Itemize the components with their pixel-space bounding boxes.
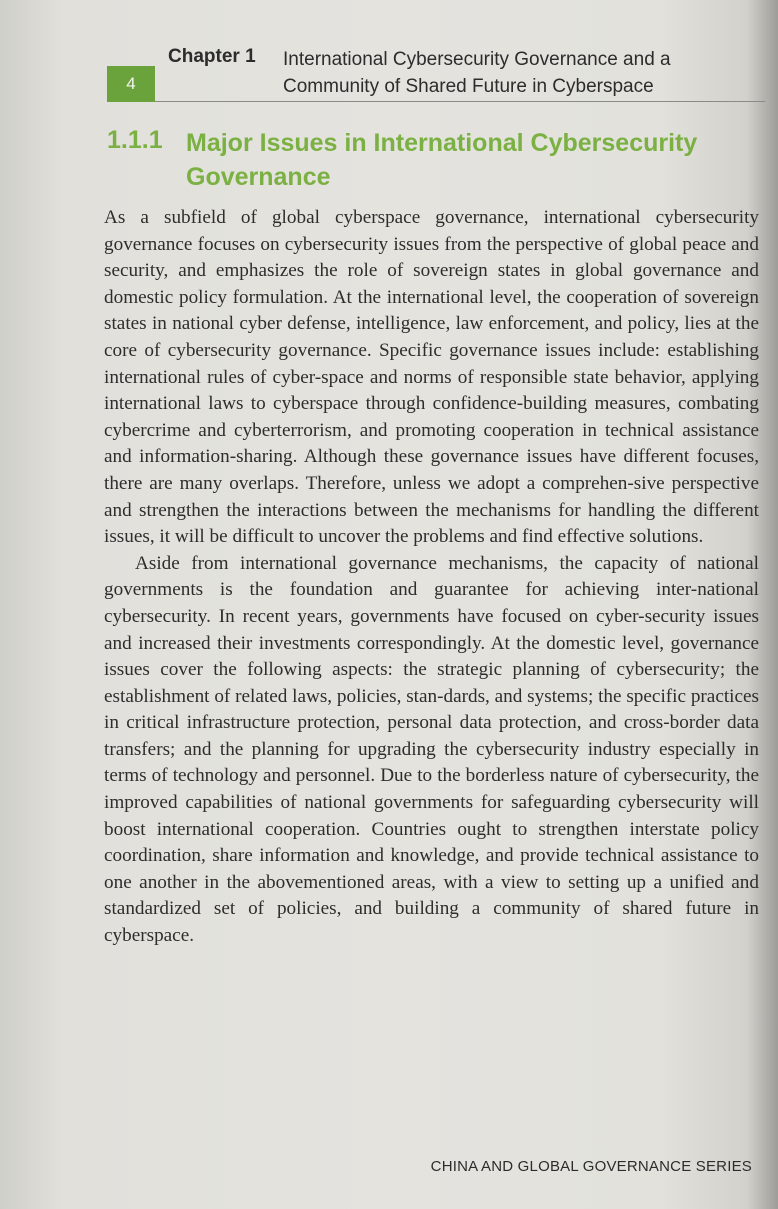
chapter-label: Chapter 1 bbox=[168, 46, 256, 67]
series-footer: CHINA AND GLOBAL GOVERNANCE SERIES bbox=[430, 1158, 752, 1175]
header-rule bbox=[155, 101, 765, 102]
body-text bbox=[104, 205, 759, 950]
chapter-title: International Cybersecurity Governance and a Community of Shared Future in Cyberspace bbox=[283, 49, 671, 97]
page-number: 4 bbox=[107, 66, 155, 102]
section-title: Major Issues in International Cybersecurity Governance bbox=[186, 129, 698, 191]
paragraph-2: Aside from international governance mechanisms, the capacity of national governments is the foundation and guarantee for achieving inter-national cybersecurity. In recent years, governments have focused on cyber-security issues and increased their investments correspondingly. At the domestic level, governance issues cover the following aspects: the strategic planning of cybersecurity; the establishment of related laws, policies, stan-dards, and systems; the specific practices in critical infrastructure protection, personal data protection, and cross-border data transfers; and the planning for upgrading the cybersecurity industry especially in terms of technology and personnel. Due to the borderless nature of cybersecurity, the improved capabilities of national governments for safeguarding cybersecurity will boost international cooperation. Countries ought to strengthen interstate policy coordination, share information and knowledge, and provide technical assistance to one another in the abovementioned areas, with a view to setting up a unified and standardized set of policies, and building a community of shared future in cyberspace. bbox=[104, 552, 759, 947]
paragraph-1: As a subfield of global cyberspace governance, international cybersecurity governance focuses on cybersecurity issues from the perspective of global peace and security, and emphasizes the role of sovereign states in global governance and domestic policy formulation. At the international level, the cooperation of sovereign states in national cyber defense, intelligence, law enforcement, and policy, lies at the core of cybersecurity governance. Specific governance issues include: establishing international rules of cyber-space and norms of responsible state behavior, applying international laws to cyberspace through confidence-building measures, combating cybercrime and cyberterrorism, and promoting cooperation in technical assistance and information-sharing. Although these governance issues have different focuses, there are many overlaps. Therefore, unless we adopt a comprehen-sive perspective and strengthen the interactions between the mechanisms for handling the different issues, it will be difficult to uncover the problems and find effective solutions. bbox=[104, 207, 759, 548]
section-number: 1.1.1 bbox=[107, 126, 163, 154]
